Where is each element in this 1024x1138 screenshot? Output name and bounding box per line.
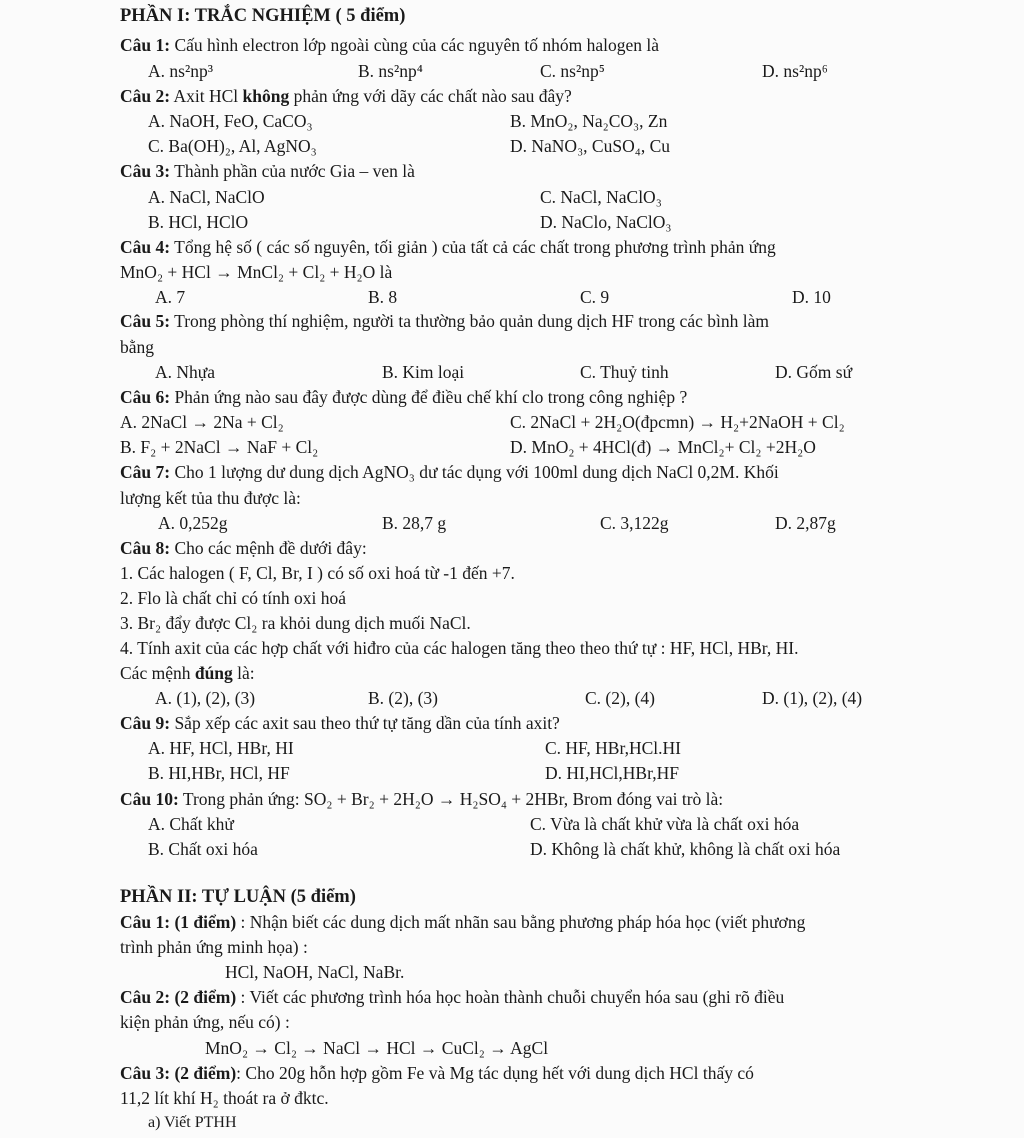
question-text-continued: kiện phản ứng, nếu có) : — [120, 1012, 290, 1032]
question-9 — [120, 714, 560, 733]
q3-option-c: C. NaCl, NaClO₃ — [540, 187, 662, 207]
question-number: Câu 2: (2 điểm) — [120, 987, 237, 1007]
q5-option-d: D. Gốm sứ — [775, 362, 853, 382]
q5-option-c: C. Thuỷ tinh — [580, 362, 669, 382]
q8-statement-1: 1. Các halogen ( F, Cl, Br, I ) có số oxi hoá từ -1 đến +7. — [120, 563, 515, 583]
q4-option-c: C. 9 — [580, 287, 610, 307]
question-text: là: — [232, 663, 255, 683]
q3-option-b: B. HCl, HClO — [148, 212, 249, 232]
question-text: phản ứng với dãy các chất nào sau đây? — [289, 86, 572, 106]
q7-option-d: D. 2,87g — [775, 513, 836, 533]
essay-question-2 — [120, 988, 784, 1007]
question-8 — [120, 539, 367, 558]
question-number: Câu 1: — [120, 35, 171, 55]
q9-option-c: C. HF, HBr,HCl.HI — [545, 738, 681, 758]
question-number: Câu 6: — [120, 387, 171, 407]
question-text: Trong phòng thí nghiệm, người ta thường bảo quản dung dịch HF trong các bình làm — [170, 311, 769, 331]
question-text-continued: lượng kết tủa thu được là: — [120, 488, 301, 508]
q7-option-a: A. 0,252g — [158, 513, 228, 533]
q10-option-b: B. Chất oxi hóa — [148, 839, 258, 859]
q2-option-d: D. NaNO₃, CuSO₄, Cu — [510, 136, 670, 156]
question-text: Phản ứng nào sau đây được dùng để điều chế khí clo trong công nghiệp ? — [170, 387, 688, 407]
question-1 — [120, 36, 659, 55]
q10-option-c: C. Vừa là chất khử vừa là chất oxi hóa — [530, 814, 800, 834]
question-number: Câu 9: — [120, 713, 171, 733]
question-2 — [120, 87, 572, 106]
question-number: Câu 4: — [120, 237, 171, 257]
question-emphasis: đúng — [194, 663, 233, 683]
question-text: : Nhận biết các dung dịch mất nhãn sau bằng phương pháp hóa học (viết phương — [236, 912, 806, 932]
q1-option-b: B. ns²np⁴ — [358, 61, 423, 81]
question-number: Câu 3: (2 điểm) — [120, 1063, 237, 1083]
essay-q2-chain: MnO₂ → Cl₂ → NaCl → HCl → CuCl₂ → AgCl — [205, 1038, 549, 1058]
q6-option-b: B. F₂ + 2NaCl → NaF + Cl₂ — [120, 437, 319, 457]
q4-option-d: D. 10 — [792, 287, 831, 307]
q8-statement-4: 4. Tính axit của các hợp chất với hiđro của các halogen tăng theo theo thứ tự : HF, HCl, HBr, HI. — [120, 638, 799, 658]
q9-option-b: B. HI,HBr, HCl, HF — [148, 763, 290, 783]
q9-option-a: A. HF, HCl, HBr, HI — [148, 738, 294, 758]
question-number: Câu 3: — [120, 161, 171, 181]
question-7 — [120, 463, 779, 482]
q4-option-a: A. 7 — [155, 287, 186, 307]
question-number: Câu 1: (1 điểm) — [120, 912, 237, 932]
question-text-continued: bằng — [120, 337, 155, 357]
question-4 — [120, 238, 776, 257]
q8-option-d: D. (1), (2), (4) — [762, 688, 863, 708]
q6-option-d: D. MnO₂ + 4HCl(đ) → MnCl₂+ Cl₂ +2H₂O — [510, 437, 816, 457]
q6-option-c: C. 2NaCl + 2H₂O(đpcmn) → H₂+2NaOH + Cl₂ — [510, 412, 845, 432]
part2-title: PHẦN II: TỰ LUẬN (5 điểm) — [120, 887, 356, 907]
question-text: Cho các mệnh đề dưới đây: — [170, 538, 367, 558]
question-text: : Cho 20g hỗn hợp gồm Fe và Mg tác dụng hết với dung dịch HCl thấy có — [236, 1063, 754, 1083]
q10-option-a: A. Chất khử — [148, 814, 234, 834]
question-text: Cho 1 lượng dư dung dịch AgNO₃ dư tác dụng với 100ml dung dịch NaCl 0,2M. Khối — [170, 462, 779, 482]
question-text: Thành phần của nước Gia – ven là — [170, 161, 415, 181]
question-text: Cấu hình electron lớp ngoài cùng của các nguyên tố nhóm halogen là — [170, 35, 659, 55]
q8-ask — [120, 664, 255, 683]
q5-option-b: B. Kim loại — [382, 362, 465, 382]
part1-title: PHẦN I: TRẮC NGHIỆM ( 5 điểm) — [120, 6, 406, 26]
question-number: Câu 8: — [120, 538, 171, 558]
essay-question-3 — [120, 1064, 754, 1083]
question-number: Câu 7: — [120, 462, 171, 482]
q2-option-c: C. Ba(OH)₂, Al, AgNO₃ — [148, 136, 317, 156]
question-text-continued: 11,2 lít khí H₂ thoát ra ở đktc. — [120, 1088, 329, 1108]
q1-option-d: D. ns²np⁶ — [762, 61, 828, 81]
q7-option-b: B. 28,7 g — [382, 513, 447, 533]
q8-option-b: B. (2), (3) — [368, 688, 438, 708]
q3-option-a: A. NaCl, NaClO — [148, 187, 265, 207]
question-text: : Viết các phương trình hóa học hoàn thành chuỗi chuyển hóa sau (ghi rõ điều — [236, 987, 785, 1007]
q8-statement-3: 3. Br₂ đẩy được Cl₂ ra khỏi dung dịch muối NaCl. — [120, 613, 471, 633]
question-text: Axit HCl — [170, 86, 243, 106]
question-text: Trong phản ứng: SO₂ + Br₂ + 2H₂O → H₂SO₄ + 2HBr, Brom đóng vai trò là: — [178, 789, 724, 809]
q8-option-a: A. (1), (2), (3) — [155, 688, 256, 708]
q4-equation: MnO₂ + HCl → MnCl₂ + Cl₂ + H₂O là — [120, 262, 393, 282]
question-number: Câu 10: — [120, 789, 179, 809]
question-text: Các mệnh — [120, 663, 195, 683]
q8-option-c: C. (2), (4) — [585, 688, 655, 708]
q4-option-b: B. 8 — [368, 287, 398, 307]
q6-option-a: A. 2NaCl → 2Na + Cl₂ — [120, 412, 284, 432]
q3-option-d: D. NaClo, NaClO₃ — [540, 212, 672, 232]
essay-question-1 — [120, 913, 805, 932]
question-6 — [120, 388, 687, 407]
question-text: Tổng hệ số ( các số nguyên, tối giản ) của tất cả các chất trong phương trình phản ứng — [170, 237, 776, 257]
q5-option-a: A. Nhựa — [155, 362, 216, 382]
question-emphasis: không — [242, 86, 290, 106]
question-number: Câu 5: — [120, 311, 171, 331]
question-number: Câu 2: — [120, 86, 171, 106]
question-10 — [120, 790, 723, 809]
question-text-continued: trình phản ứng minh họa) : — [120, 937, 308, 957]
q2-option-a: A. NaOH, FeO, CaCO₃ — [148, 111, 313, 131]
q7-option-c: C. 3,122g — [600, 513, 669, 533]
question-3 — [120, 162, 415, 181]
q1-option-c: C. ns²np⁵ — [540, 61, 605, 81]
question-text: Sắp xếp các axit sau theo thứ tự tăng dần của tính axit? — [170, 713, 560, 733]
question-5 — [120, 312, 769, 331]
essay-q1-list: HCl, NaOH, NaCl, NaBr. — [225, 962, 405, 982]
q9-option-d: D. HI,HCl,HBr,HF — [545, 763, 679, 783]
essay-q3-part-a: a) Viết PTHH — [148, 1114, 237, 1131]
q1-option-a: A. ns²np³ — [148, 61, 213, 81]
q10-option-d: D. Không là chất khử, không là chất oxi hóa — [530, 839, 841, 859]
q8-statement-2: 2. Flo là chất chỉ có tính oxi hoá — [120, 588, 346, 608]
q2-option-b: B. MnO₂, Na₂CO₃, Zn — [510, 111, 668, 131]
